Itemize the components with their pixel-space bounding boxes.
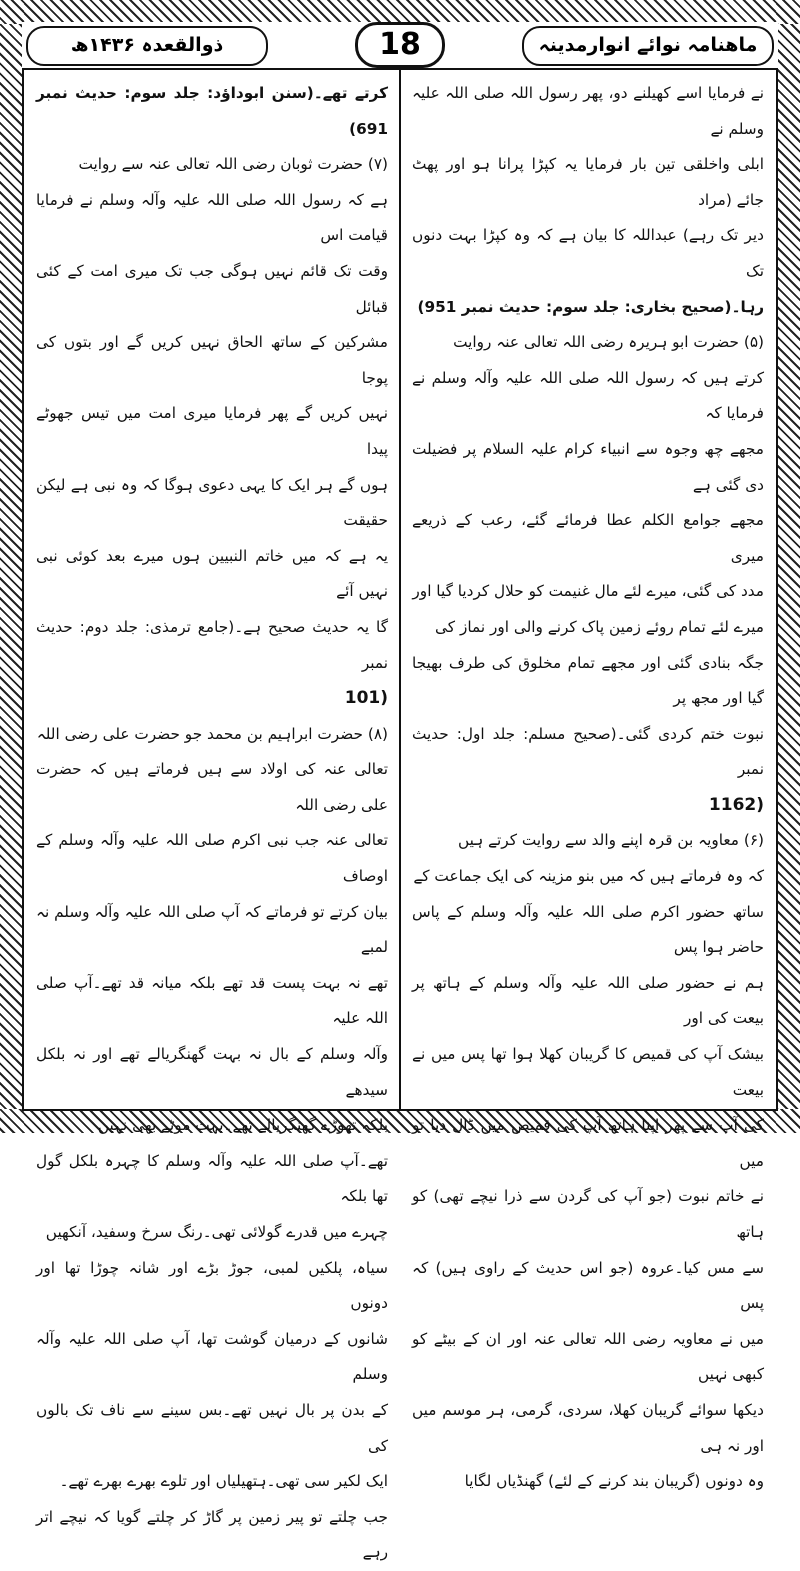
hadith-heading: (۶) معاویہ بن قرہ اپنے والد سے روایت کرتے ہیں (457, 831, 764, 850)
page-header (22, 22, 778, 70)
text-line: مدد کی گئی، میرے لئے مال غنیمت کو حلال کردیا گیا اور (412, 582, 764, 601)
column-divider (399, 70, 401, 1111)
text-line: شانوں کے درمیان گوشت تھا، آپ صلی اللہ علیہ وآلہ وسلم (36, 1329, 388, 1384)
text-line: تھے نہ بہت پست قد تھے بلکہ میانہ قد تھے۔آپ صلی اللہ علیہ (36, 973, 388, 1028)
text-line: یہ ہے کہ میں خاتم النبیین ہوں میرے بعد کوئی نبی نہیں آئے (36, 546, 388, 601)
text-line: بیشک آپ کی قمیص کا گریبان کھلا ہوا تھا پس میں نے بیعت (412, 1045, 764, 1099)
text-line: تعالی عنہ جب نبی اکرم صلی اللہ علیہ وآلہ وسلم کے اوصاف (36, 831, 388, 886)
text-line: دیر تک رہے) عبداللہ کا بیان ہے کہ وہ کپڑا بہت دنوں تک (412, 226, 764, 280)
text-line: وآلہ وسلم کے بال نہ بہت گھنگریالے تھے اور نہ بلکل سیدھے (36, 1045, 388, 1099)
text-line: ہوں گے ہر ایک کا یہی دعوی ہوگا کہ وہ نبی ہے لیکن حقیقت (36, 475, 388, 530)
text-line: کی آپ سے پھر اپنا ہاتھ آپ کی قمیص میں ڈال دیا تو میں (412, 1116, 764, 1170)
magazine-title: ماھنامہ نوائے انوارمدینہ (522, 26, 774, 66)
text-line: میں نے معاویہ رضی اللہ تعالی عنہ اور ان کے بیٹے کو کبھی نہیں (412, 1329, 764, 1384)
text-line: ہم نے حضور صلی اللہ علیہ وآلہ وسلم کے ہاتھ پر بیعت کی اور (412, 973, 764, 1028)
text-line: جگہ بنادی گئی اور مجھے تمام مخلوق کی طرف بھیجا گیا اور مجھ پر (412, 653, 764, 708)
text-line: مشرکین کے ساتھ الحاق نہیں کریں گے اور بتوں کی پوجا (36, 333, 388, 387)
text-line: سے مس کیا۔عروہ (جو اس حدیث کے راوی ہیں) کہ پس (412, 1258, 764, 1313)
text-line: وقت تک قائم نہیں ہوگی جب تک میری امت کے کئی قبائل (36, 261, 388, 316)
text-line: نے خاتم نبوت (جو آپ کی گردن سے ذرا نیچے تھی) کو ہاتھ (412, 1187, 764, 1241)
text-line: کہ وہ فرماتے ہیں کہ میں بنو مزینہ کی ایک جماعت کے (413, 867, 764, 886)
text-line: نہیں کریں گے پھر فرمایا میری امت میں تیس جھوٹے پیدا (36, 404, 388, 458)
text-line: ابلی واخلقی تین بار فرمایا یہ کپڑا پرانا ہو اور پھٹ جائے (مراد (412, 155, 764, 209)
text-line: نے فرمایا اسے کھیلنے دو، پھر رسول اللہ صلی اللہ علیہ وسلم نے (412, 84, 764, 138)
citation-number: 101) (344, 688, 388, 709)
citation-line: گا یہ حدیث صحیح ہے۔(جامع ترمذی: جلد دوم: حدیث نمبر (36, 617, 388, 672)
citation-line: کرتے تھے۔(سنن ابوداؤد: جلد سوم: حدیث نمبر 691) (36, 84, 388, 138)
text-line: سیاہ، پلکیں لمبی، جوڑ بڑے اور شانہ چوڑا تھا اور دونوں (36, 1258, 388, 1313)
text-line: دیکھا سوائے گریبان کھلا، سردی، گرمی، ہر موسم میں اور نہ ہی (412, 1400, 764, 1455)
hadith-heading: (۷) حضرت ثوبان رضی اللہ تعالی عنہ سے روایت (78, 155, 388, 174)
text-line: مجھے چھ وجوہ سے انبیاء کرام علیہ السلام پر فضیلت دی گئی ہے (412, 439, 764, 494)
citation-line: نبوت ختم کردی گئی۔(صحیح مسلم: جلد اول: حدیث نمبر (412, 724, 764, 779)
text-line: تھے۔آپ صلی اللہ علیہ وآلہ وسلم کا چہرہ بلکل گول تھا بلکہ (36, 1151, 388, 1206)
issue-month: ذوالقعدہ ۱۴۳۶ھ (26, 26, 268, 66)
right-column (412, 76, 764, 1491)
text-line: جب چلتے تو پیر زمین پر گاڑ کر چلتے گویا کہ نیچے اتر رہے (36, 1507, 388, 1562)
page-number: 18 (355, 22, 445, 68)
text-line: وہ دونوں (گریبان بند کرنے کے لئے) گھنڈیاں لگایا (464, 1472, 764, 1491)
text-line: کے بدن پر بال نہیں تھے۔بس سینے سے ناف تک بالوں کی (36, 1400, 388, 1455)
text-line: ساتھ حضور اکرم صلی اللہ علیہ وآلہ وسلم کے پاس حاضر ہوا پس (412, 902, 764, 957)
text-line: ایک لکیر سی تھی۔ہتھیلیاں اور تلوے بھرے بھرے تھے۔ (59, 1472, 388, 1491)
citation-line: رہا۔(صحیح بخاری: جلد سوم: حدیث نمبر 951) (417, 297, 764, 316)
text-line: ہے کہ رسول اللہ صلی اللہ علیہ وآلہ وسلم نے فرمایا قیامت اس (36, 190, 388, 245)
text-line: مجھے جوامع الکلم عطا فرمائے گئے، رعب کے ذریعے میری (412, 511, 764, 565)
text-line: چہرے میں قدرے گولائی تھی۔رنگ سرخ وسفید، آنکھیں (45, 1223, 388, 1241)
hadith-heading: (۸) حضرت ابراہیم بن محمد جو حضرت علی رضی اللہ (36, 724, 388, 743)
text-line: کرتے ہیں کہ رسول اللہ صلی اللہ علیہ وآلہ وسلم نے فرمایا کہ (412, 368, 764, 423)
citation-number: 1162) (708, 794, 764, 815)
text-line: تعالی عنہ کی اولاد سے ہیں فرماتے ہیں کہ حضرت علی رضی اللہ (36, 760, 388, 814)
text-line: بلکہ تھوڑے گھنگریالے تھے۔بہت موٹے بھی نہیں (97, 1116, 388, 1135)
hadith-heading: (۵) حضرت ابو ہریرہ رضی اللہ تعالی عنہ روایت (453, 333, 764, 352)
left-column (36, 76, 388, 1562)
text-line: بیان کرتے تو فرماتے کہ آپ صلی اللہ علیہ وآلہ وسلم نہ لمبے (36, 902, 388, 957)
text-line: میرے لئے تمام روئے زمین پاک کرنے والی اور نماز کی (435, 617, 764, 636)
